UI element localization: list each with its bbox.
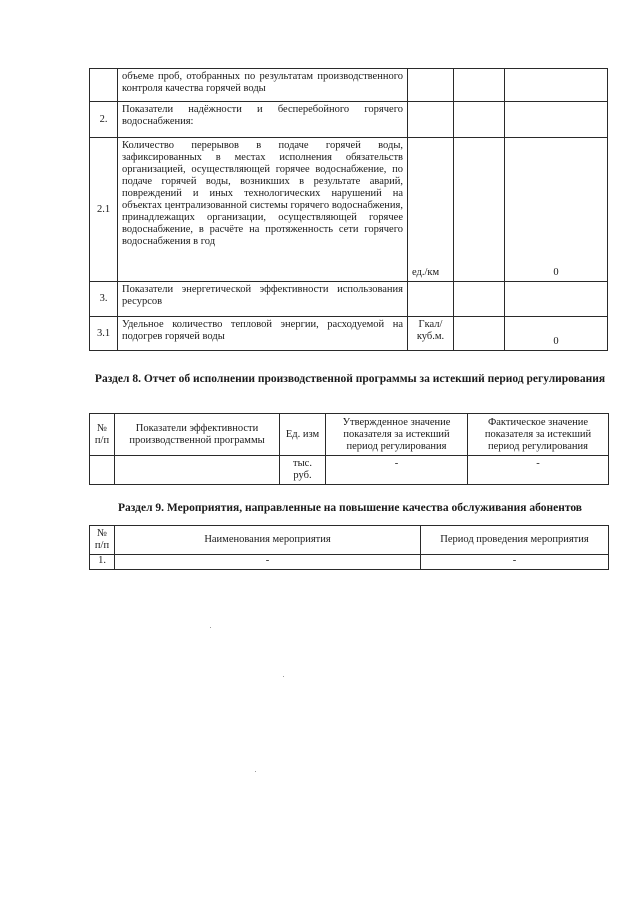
unit-cell [408,102,454,138]
unit-cell [408,282,454,317]
cell-num: 1. [90,555,115,570]
unit-cell [408,69,454,102]
cell-actual: - [468,456,609,485]
empty-cell [454,102,505,138]
table-row [90,456,609,485]
header-approved: Утвержденное значение показателя за истекший период регулирования [326,414,468,456]
empty-cell [454,69,505,102]
scan-speck [255,771,256,772]
table-row [90,317,608,351]
section9-table [89,525,609,570]
unit-cell: ед./км [408,138,454,282]
row-number: 3.1 [90,317,118,351]
value-cell: 0 [505,138,608,282]
header-indicator: Показатели эффективности производственной программы [115,414,280,456]
table-row [90,69,608,102]
header-unit: Ед. изм [280,414,326,456]
table-row [90,282,608,317]
cell-period: - [421,555,609,570]
scan-speck [283,676,284,677]
indicator-text: Количество перерывов в подаче горячей воды, зафиксированных в местах исполнения обязательств организацией, осуществляющей горячее водоснабжение, по подаче горячей воды, возникших в результате аварий, повреждений и иных технологических нарушений на объектах централизованной системы горячего водоснабжения, принадлежащих организации, осуществляющей горячее водоснабжение, в расчёте на протяженность сети горячего водоснабжения в год [118,138,408,282]
empty-cell [454,282,505,317]
header-name: Наименования мероприятия [115,526,421,555]
indicator-text: объеме проб, отобранных по результатам производственного контроля качества горячей воды [118,69,408,102]
header-actual: Фактическое значение показателя за истекший период регулирования [468,414,609,456]
value-cell: 0 [505,317,608,351]
indicator-text: Показатели энергетической эффективности использования ресурсов [118,282,408,317]
empty-cell [454,138,505,282]
row-number: 2.1 [90,138,118,282]
row-number: 2. [90,102,118,138]
indicator-text: Показатели надёжности и бесперебойного горячего водоснабжения: [118,102,408,138]
cell-approved: - [326,456,468,485]
cell-unit: тыс. руб. [280,456,326,485]
cell-num [90,456,115,485]
value-cell [505,102,608,138]
cell-name: - [115,555,421,570]
unit-cell: Гкал/ куб.м. [408,317,454,351]
table-row [90,138,608,282]
header-period: Период проведения мероприятия [421,526,609,555]
header-num: № п/п [90,526,115,555]
table-header-row [90,526,609,555]
value-cell [505,282,608,317]
section8-table [89,413,609,485]
scan-speck [210,627,211,628]
section9-heading: Раздел 9. Мероприятия, направленные на повышение качества обслуживания абонентов [117,502,582,514]
header-num: № п/п [90,414,115,456]
indicator-text: Удельное количество тепловой энергии, расходуемой на подогрев горячей воды [118,317,408,351]
cell-indicator [115,456,280,485]
row-number: 3. [90,282,118,317]
table-row [90,102,608,138]
empty-cell [454,317,505,351]
table-row [90,555,609,570]
indicators-table [89,68,608,351]
value-cell [505,69,608,102]
table-header-row [90,414,609,456]
section8-heading: Раздел 8. Отчет об исполнении производственной программы за истекший период регулирования [94,373,606,385]
row-number [90,69,118,102]
